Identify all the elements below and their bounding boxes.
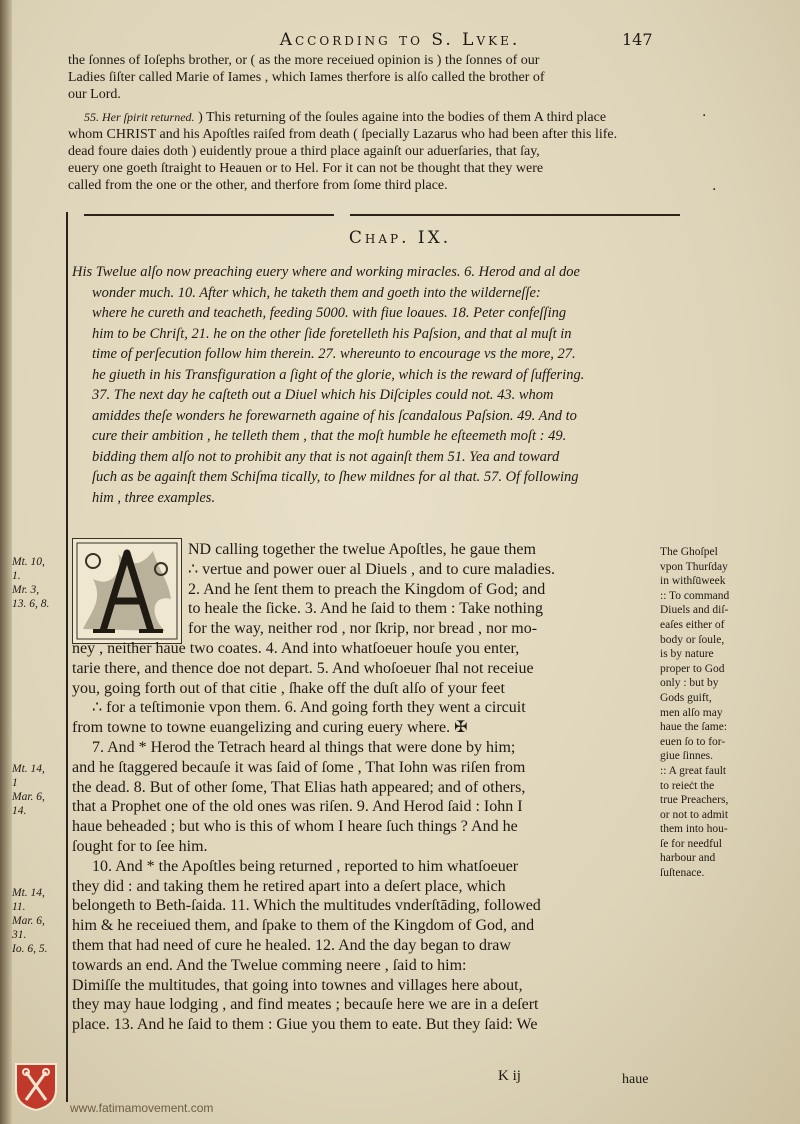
margin-note-line: in withſūweek (660, 575, 726, 588)
note-line: Ladies ſiſter called Marie of Iames , which Iames therfore is alſo called the brother of (68, 70, 545, 85)
note-heading: 55. Her ſpirit returned. (84, 110, 195, 124)
verse-line: and he ſtaggered becauſe it was ſaid of ſome , That Iohn was riſen from (72, 758, 526, 776)
margin-reference (12, 886, 64, 956)
margin-note-line: is by nature (660, 648, 714, 661)
margin-note-line: true Preachers, (660, 794, 729, 807)
summary-line: 37. The next day he caſteth out a Diuel which his Diſciples could not. 43. whom (92, 387, 554, 403)
verse-line: ND calling together the twelue Apoſtles, he gaue them (188, 541, 536, 558)
page-number: 147 (622, 30, 653, 49)
binding-edge (0, 0, 12, 1124)
margin-note-line: :: To command (660, 589, 730, 602)
verse-line: for the way, neither rod , nor ſkrip, nor bread , nor mo- (188, 620, 538, 638)
reference-line: Mar. 6, (12, 915, 45, 927)
verse-line: belongeth to Beth-ſaida. 11. Which the multitudes vnderſtāding, followed (72, 897, 541, 915)
verse-line: ſought for to ſee him. (72, 837, 208, 855)
margin-note-line: ſe for needful (660, 837, 722, 850)
reference-line: Io. 6, 5. (12, 943, 48, 955)
summary-line: time of perſecution follow him therein. 27. whereunto to encourage vs the more, 27. (92, 346, 576, 362)
scripture-text (72, 540, 652, 1035)
margin-note-line: euen ſo to for- (660, 735, 726, 748)
margin-note-line: eaſes either of (660, 618, 725, 631)
reference-line: Mt. 14, (12, 763, 45, 775)
column-rule (66, 212, 68, 1102)
summary-line: amiddes theſe wonders he forewarneth againe of his ſcandalous Paſsion. 49. And to (92, 407, 577, 424)
margin-note-line: proper to God (660, 662, 725, 675)
note-line: euery one goeth ſtraight to Heauen or to Hel. For it can not be thought that they were (68, 161, 544, 176)
margin-note-line: ſuſtenace. (660, 867, 705, 880)
note-line: whom CHRIST and his Apoſtles raiſed from death ( ſpecially Lazarus who had been after this life. (68, 127, 618, 142)
reference-line: 11. (12, 901, 26, 913)
reference-line: 14. (12, 805, 27, 817)
verse-line: that a Prophet one of the old ones was riſen. 9. And Herod ſaid : Iohn I (72, 798, 523, 816)
summary-line: where he cureth and teacheth, feeding 5000. with fiue loaues. 18. Peter confeſſing (92, 305, 567, 321)
margin-note-line: only : but by (660, 677, 719, 690)
verse-line: ney , neither haue two coates. 4. And into whatſoeuer houſe you enter, (72, 639, 520, 657)
verse-line: the dead. 8. But of other ſome, That Elias hath appeared; and of others, (72, 778, 526, 796)
watermark-url[interactable]: www.fatimamovement.com (70, 1101, 214, 1115)
verse-line: to heale the ſicke. 3. And he ſaid to them : Take nothing (188, 600, 543, 618)
margin-note-line: vpon Thurſday (660, 560, 728, 573)
margin-note-line: them into hou- (660, 823, 728, 836)
note-line: ) This returning of the ſoules againe into the bodies of them A third place (198, 110, 607, 125)
summary-line: him , three examples. (92, 489, 216, 506)
chapter-summary (72, 262, 672, 508)
note-line: our Lord. (68, 87, 121, 102)
rule-left (84, 214, 334, 216)
margin-notes (660, 545, 790, 881)
running-head: According to S. Lvke. (279, 30, 521, 50)
margin-note-line: The Ghoſpel (660, 546, 718, 558)
margin-note-line: body or ſoule, (660, 633, 725, 646)
reference-line: 31. (12, 929, 27, 941)
verse-line: 7. And * Herod the Tetrach heard al things that were done by him; (92, 738, 516, 756)
reference-line: 1 (12, 777, 18, 789)
verse-line: they did : and taking them he retired apart into a deſert place, which (72, 877, 506, 895)
rule-right (350, 214, 680, 216)
reference-line: Mt. 10, (12, 556, 45, 568)
margin-note-line: :: A great fault (660, 764, 727, 777)
note-line (68, 109, 668, 126)
verse-line: them that had need of cure he healed. 12. And the day began to draw (72, 936, 511, 954)
summary-line: ſuch as be againſt them Schiſma tically, to ſhew mildnes for al that. 57. Of following (92, 469, 579, 485)
reference-line: Mt. 14, (12, 887, 45, 899)
verse-line: you, going forth out of that citie , ſhake off the duſt alſo of your feet (72, 679, 505, 697)
margin-note-line: haue the ſame: (660, 721, 728, 734)
summary-line: cure their ambition , he telleth them , that the moſt humble he eſteemeth moſt : 49. (92, 428, 567, 444)
margin-note-line: harbour and (660, 852, 716, 865)
margin-reference (12, 555, 64, 611)
verse-line: 10. And * the Apoſtles being returned , reported to him whatſoeuer (92, 857, 519, 875)
catchword: haue (622, 1072, 649, 1087)
verse-line: tarie there, and thence doe not depart. 5. And whoſoeuer ſhal not receiue (72, 659, 534, 677)
reference-line: 1. (12, 570, 21, 582)
verse-line: 2. And he ſent them to preach the Kingdom of God; and (188, 580, 546, 598)
reference-line: 13. 6, 8. (12, 598, 50, 610)
verse-line: Dimiſſe the multitudes, that going into townes and villages here about, (72, 976, 523, 994)
papal-keys-logo-icon (12, 1060, 60, 1112)
ink-speck: · (712, 182, 717, 198)
reference-line: Mar. 6, (12, 791, 45, 803)
summary-line: bidding them alſo not to prohibit any that is not againſt them 51. Yea and toward (92, 448, 560, 465)
note-line: called from the one or the other, and therfore from ſome third place. (68, 178, 448, 193)
signature-mark: K ij (498, 1068, 521, 1084)
verse-line: haue beheaded ; but who is this of whom I heare ſuch things ? And he (72, 818, 518, 836)
note-line: dead foure daies doth ) euidently proue a third place againſt our aduerſaries, that ſay, (68, 144, 540, 159)
margin-note-line: Diuels and diſ- (660, 604, 729, 617)
verse-line: ∴ vertue and power ouer al Diuels , and to cure maladies. (188, 560, 555, 578)
margin-note-line: or not to admit (660, 808, 729, 821)
margin-note-line: Gods guift, (660, 691, 712, 704)
note-line: the ſonnes of Ioſephs brother, or ( as the more receiued opinion is ) the ſonnes of our (68, 53, 540, 68)
margin-note-line: giue ſinnes. (660, 750, 714, 763)
ink-speck: · (702, 108, 707, 124)
verse-line: him & he receiued them, and ſpake to them of the Kingdom of God, and (72, 917, 535, 935)
verse-line: they may haue lodging , and find meates ; becauſe here we are in a deſert (72, 996, 539, 1014)
summary-line: wonder much. 10. After which, he taketh them and goeth into the wilderneſſe: (92, 284, 541, 301)
summary-line: him to be Chriſt, 21. he on the other ſide foretelleth his Paſsion, and that al muſt in (92, 325, 572, 342)
margin-reference (12, 762, 64, 818)
summary-line: His Twelue alſo now preaching euery where and working miracles. 6. Herod and al doe (72, 264, 580, 280)
verse-line: towards an end. And the Twelue comming neere , ſaid to him: (72, 956, 467, 974)
summary-line: he giueth in his Transfiguration a ſight of the glorie, which is the reward of ſuffering. (92, 366, 585, 383)
chapter-title: Chap. IX. (348, 228, 452, 248)
verse-line: place. 13. And he ſaid to them : Giue you them to eate. But they ſaid: We (72, 1016, 538, 1034)
margin-note-line: to reieċt the (660, 779, 715, 792)
reference-line: Mr. 3, (12, 584, 40, 596)
verse-line: from towne to towne euangelizing and curing euery where. ✠ (72, 719, 468, 737)
intro-annotation (68, 52, 668, 194)
verse-line: ∴ for a teſtimonie vpon them. 6. And going forth they went a circuit (92, 699, 526, 717)
margin-note-line: men alſo may (660, 706, 723, 719)
